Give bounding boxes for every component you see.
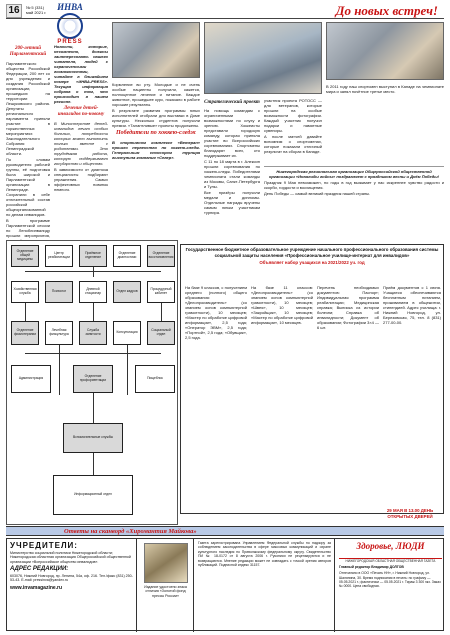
paragraph: участник проекта РОТОСС — для ветеранов, которые прошли на особые возможности фотографии. Каждый участник получил подарки и памятные сувениры. xyxy=(264,98,322,133)
chart-box: Отделение физиотерапии xyxy=(11,321,39,345)
photo-ceremony xyxy=(112,22,200,78)
logo-title: ИНВА xyxy=(57,2,83,12)
chart-box: Хозяйственная служба xyxy=(11,281,39,303)
school-admission-notice xyxy=(180,244,444,514)
brand-subtitle: НИЖЕГОРОДСКАЯ ОБЛАСТНАЯ ОБЩЕСТВЕННАЯ ГАЗЕТА xyxy=(345,559,436,563)
photo-athlete xyxy=(326,22,444,80)
chart-box: Лечебная физкультура xyxy=(45,321,73,345)
paragraph: Перечень необходимых документов: Паспорт; Индивидуальная программа реабилитации; Медицинская справка; Выписка из истории болезни; Справка об инвалидности; Документ об образовании; Фотографии 3×4 — 6 шт. xyxy=(317,285,380,330)
paragraph: Все призёры получили медали и дипломы. Отдельные награды вручены самым юным участникам турнира. xyxy=(204,190,260,216)
badge-text: Издание удостоено знака отличия «Золотой фонд прессы России» xyxy=(144,585,187,598)
address-title: АДРЕС РЕДАКЦИИ: xyxy=(10,566,69,573)
article-column-4 xyxy=(204,98,260,238)
print-info: Газета зарегистрирована Управлением Федеральной службы по надзору за соблюдением законодательства в сфере массовых коммуникаций и охране культурного наследия по Приволжскому федеральному округу. Свидетельство ПИ № 18-0172 от 8 августа 2006 г. Рукописи не рецензируются и не возвращаются. Мнение редакции может не совпадать с точкой зрения авторов публикаций. Подписной индекс 31157. xyxy=(198,541,331,567)
paragraph: Парламентского общества Российской Федерации, 200 лет со дня учреждения и создания Российской организации, прошедших на территории Лешуковского района. Депутаты регионального парламента приняли участие в торжественных мероприятиях Законодательного Собрания Ленинградской области. xyxy=(6,60,50,156)
org-flowchart xyxy=(6,240,178,525)
paragraph: В программе Парламентской сессии по Леноблинвалиду прошли мероприятия, xyxy=(6,217,50,238)
printing-info: Отпечатано в ООО «Печать НН», г. Нижний Новгород, ул. Шаляпина, 30. Время подписания в печать: по графику — 05.05.2021 г.; фактически — 05.05.2021 г. Тираж 3 300 экз. Заказ № 0000. Цена свободная. xyxy=(339,571,441,588)
notice-subtitle: Объявляет набор учащихся на 2021/2022 уч. год xyxy=(259,260,365,265)
issue-number: № 5 (331) xyxy=(26,5,45,11)
chart-connector xyxy=(25,353,161,354)
chart-box: Пищеблок xyxy=(135,365,175,393)
paragraph: В спортивном комплексе «Ветеран» прошло первенство по хоккею-следж. Генеральным спонсором турнира выступила компания «Север». xyxy=(112,139,200,160)
greeting-column xyxy=(264,166,444,238)
chart-box: Отдел кадров xyxy=(113,281,141,303)
paragraph: На базе 9 классов, с получением среднего (полного) общего образования: «Делопроизводитель» (со знанием основ компьютерной грамотности), 10 месяцев; «Мастер по обработке цифровой информации», 2,5 года; «Оператор ЭВМ», 2,5 года; «Портной», 2,5 года; «Обувщик», 2,5 года. xyxy=(185,285,247,340)
footer-brand xyxy=(336,539,445,632)
issue-date: май 2021 г. xyxy=(26,10,47,15)
paragraph: Нижегородская региональная организация Общероссийской общественной организации «Инвалиды войны» поздравляет с праздником весны и Днём Победы! xyxy=(268,169,440,179)
paragraph: Кормление во рту. Молодые и не очень особые пациенты получили, кажется, полноценное лечение и питание. Каждое животное, прошедшее курс, показало в работе хорошие результаты. xyxy=(112,82,200,107)
chart-connector xyxy=(93,303,94,321)
chart-connector xyxy=(93,267,94,277)
footer-badge xyxy=(138,539,194,632)
founders-title: УЧРЕДИТЕЛИ: xyxy=(10,541,78,550)
chart-box: Отделение диагностики xyxy=(113,245,141,267)
paragraph: С 11 по 18 марта в г. Алексин прошли соревнования по хоккею-следж. Победителями чемпионата стали команды из Москвы, Санкт-Петербурга и Тулы. xyxy=(204,159,260,190)
notice-col-2 xyxy=(251,285,313,507)
paragraph-lead: Новости, которые, несомненно, должны заинтересовать нашего читателя, людей с ограниченными возможностями, читайте в ближайшем номере «ИНВА-PRESS». Текущая информация собрана о том, что происходит в нашем регионе. xyxy=(54,44,108,104)
page-headline: До новых встреч! xyxy=(335,2,438,18)
chart-box: Служба занятости xyxy=(79,321,107,345)
paragraph: По словам руководителя рабочей группы, её подготовка была широкой и Парламентской организации в Ленинграде. Сохранили в себе отличительный состав российской общеорганизованной по делам инвалидов. xyxy=(6,156,50,217)
header-divider xyxy=(6,18,444,19)
page-number: 16 xyxy=(6,4,22,18)
article-column-2 xyxy=(54,44,108,236)
paragraph: Приём документов с 1 июня. Учащиеся обеспечиваются бесплатным питанием, проживанием в общежитии, стипендией. Адрес училища: г. Нижний Новгород, ул. Березовская, 75, тел. 8 (831) 277-00-00. xyxy=(383,285,441,325)
notice-col-1 xyxy=(185,285,247,507)
paragraph: На помощь командам с ограниченными возможностями по слуху и зрению. Хоккеисты представили городскую команду, которая приняла участие во Всероссийских соревнованиях. Спортсмены благодарят всех, кто поддерживает их. xyxy=(204,108,260,159)
chart-box: Социальный отдел xyxy=(147,321,175,345)
open-day-banner: 29 МАЯ В 13.00 ДЕНЬ ОТКРЫТЫХ ДВЕРЕЙ xyxy=(386,508,434,519)
chart-connector xyxy=(127,345,128,395)
article-heading: 200-летний Парламентский xyxy=(9,46,47,58)
notice-col-4 xyxy=(383,285,441,485)
chart-connector xyxy=(161,303,162,321)
brand-logo: Здоровье, ЛЮДИ xyxy=(339,541,442,559)
footer-print-info xyxy=(195,539,335,632)
chart-box: Информационный отдел xyxy=(53,475,133,515)
footer-founders xyxy=(7,539,137,632)
founders-text: Министерство социальной политики Нижегородской области; Нижегородская областная организация Общероссийской общественной организации «Всероссийское общество инвалидов». xyxy=(10,551,131,564)
chart-box: Отделение общей медицины xyxy=(11,245,39,267)
chart-connector xyxy=(59,345,60,395)
paragraph: В 2011 году наш спортсмен выступил в Канаде на чемпионате мира и занял почётное третье место. xyxy=(326,84,444,94)
paragraph: А после матчей давайте вспомним о спортсменах, которые показали отличный результат на сборах в Канаде. xyxy=(264,134,322,154)
notice-col-3 xyxy=(317,285,379,507)
chart-connector xyxy=(93,453,94,475)
chart-box: Консультация xyxy=(113,321,141,345)
paragraph: Праздник 9 Мая невозможен, но годы в год вызывает у нас искреннее чувство радости и скорби, гордости и восхищения. xyxy=(264,180,444,190)
editor-line: Главный редактор Владимир ДОЛГОВ xyxy=(339,565,404,569)
article-column-5 xyxy=(264,98,322,162)
address-text: 603076, Нижний Новгород, пр. Ленина, 54а, оф. 216. Тел./факс (831) 250-53-43. E-mail: pressinva@yandex.ru xyxy=(10,573,133,583)
paragraph: На базе 11 классов: «Делопроизводитель» (со знанием основ компьютерной грамотности), 10 месяцев; «Швея», 10 месяцев; «Закройщик», 10 месяцев; «Мастер по обработке цифровой информации», 10 месяцев. xyxy=(251,285,313,325)
paragraph: В зависимости от диагноза специалисты подбирают упражнения. Самых эффективных новинок немного. xyxy=(54,166,108,192)
golden-fund-badge-icon xyxy=(144,543,188,583)
article-column-3 xyxy=(112,82,200,236)
chart-box: Отделение профориентации xyxy=(73,365,113,393)
chart-box: Психолог xyxy=(45,281,73,303)
article-heading: Победители по хоккею-следж xyxy=(115,130,197,136)
website-link[interactable]: www.invamagazine.ru xyxy=(10,584,63,591)
chart-box: Приёмное отделение xyxy=(79,245,107,267)
chart-box: Вспомогательные службы xyxy=(63,423,123,453)
photo-sledge-hockey xyxy=(204,22,322,94)
chart-connector xyxy=(93,393,94,423)
scanword-answers-ribbon: Ответы на сканворд «Хиромантия Майкова» xyxy=(6,526,444,536)
chart-box: Центр реабилитации xyxy=(45,245,73,267)
chart-box: Дневной стационар xyxy=(79,281,107,303)
article-column-6 xyxy=(326,84,444,162)
chart-connector xyxy=(25,303,26,321)
chart-box: Отделение восстановления xyxy=(147,245,175,267)
inva-press-logo xyxy=(50,2,90,46)
article-column-1 xyxy=(6,44,50,236)
article-heading: Стратегический проект xyxy=(204,100,260,105)
chart-box: Администрация xyxy=(11,365,51,393)
masthead-footer xyxy=(6,538,444,631)
paragraph: В результате развития программы юных исполнителей отобрали для выставки в Доме культуры. Несколько студентов получили премии. «Талантливые» проекты продолжены. xyxy=(112,108,200,128)
logo-sub: PRESS xyxy=(57,39,83,46)
notice-title: Государственное бюджетное образовательное учреждение начального профессионального образования системы социальной защиты населения «Профессиональное училище-интернат для инвалидов» xyxy=(185,247,439,258)
paragraph: В Министерстве детей-инвалидов лечат особых больных, потребности которых можно выполнить только вместе с родителями. Это трудоёмкая работа, которую поддерживают государство и общество. xyxy=(54,120,108,166)
paragraph: День Победы — самый великий праздник нашей страны. xyxy=(264,191,371,196)
chart-box: Процедурный кабинет xyxy=(147,281,175,303)
article-heading: Лечение детей-инвалидов по-новому xyxy=(57,106,105,118)
